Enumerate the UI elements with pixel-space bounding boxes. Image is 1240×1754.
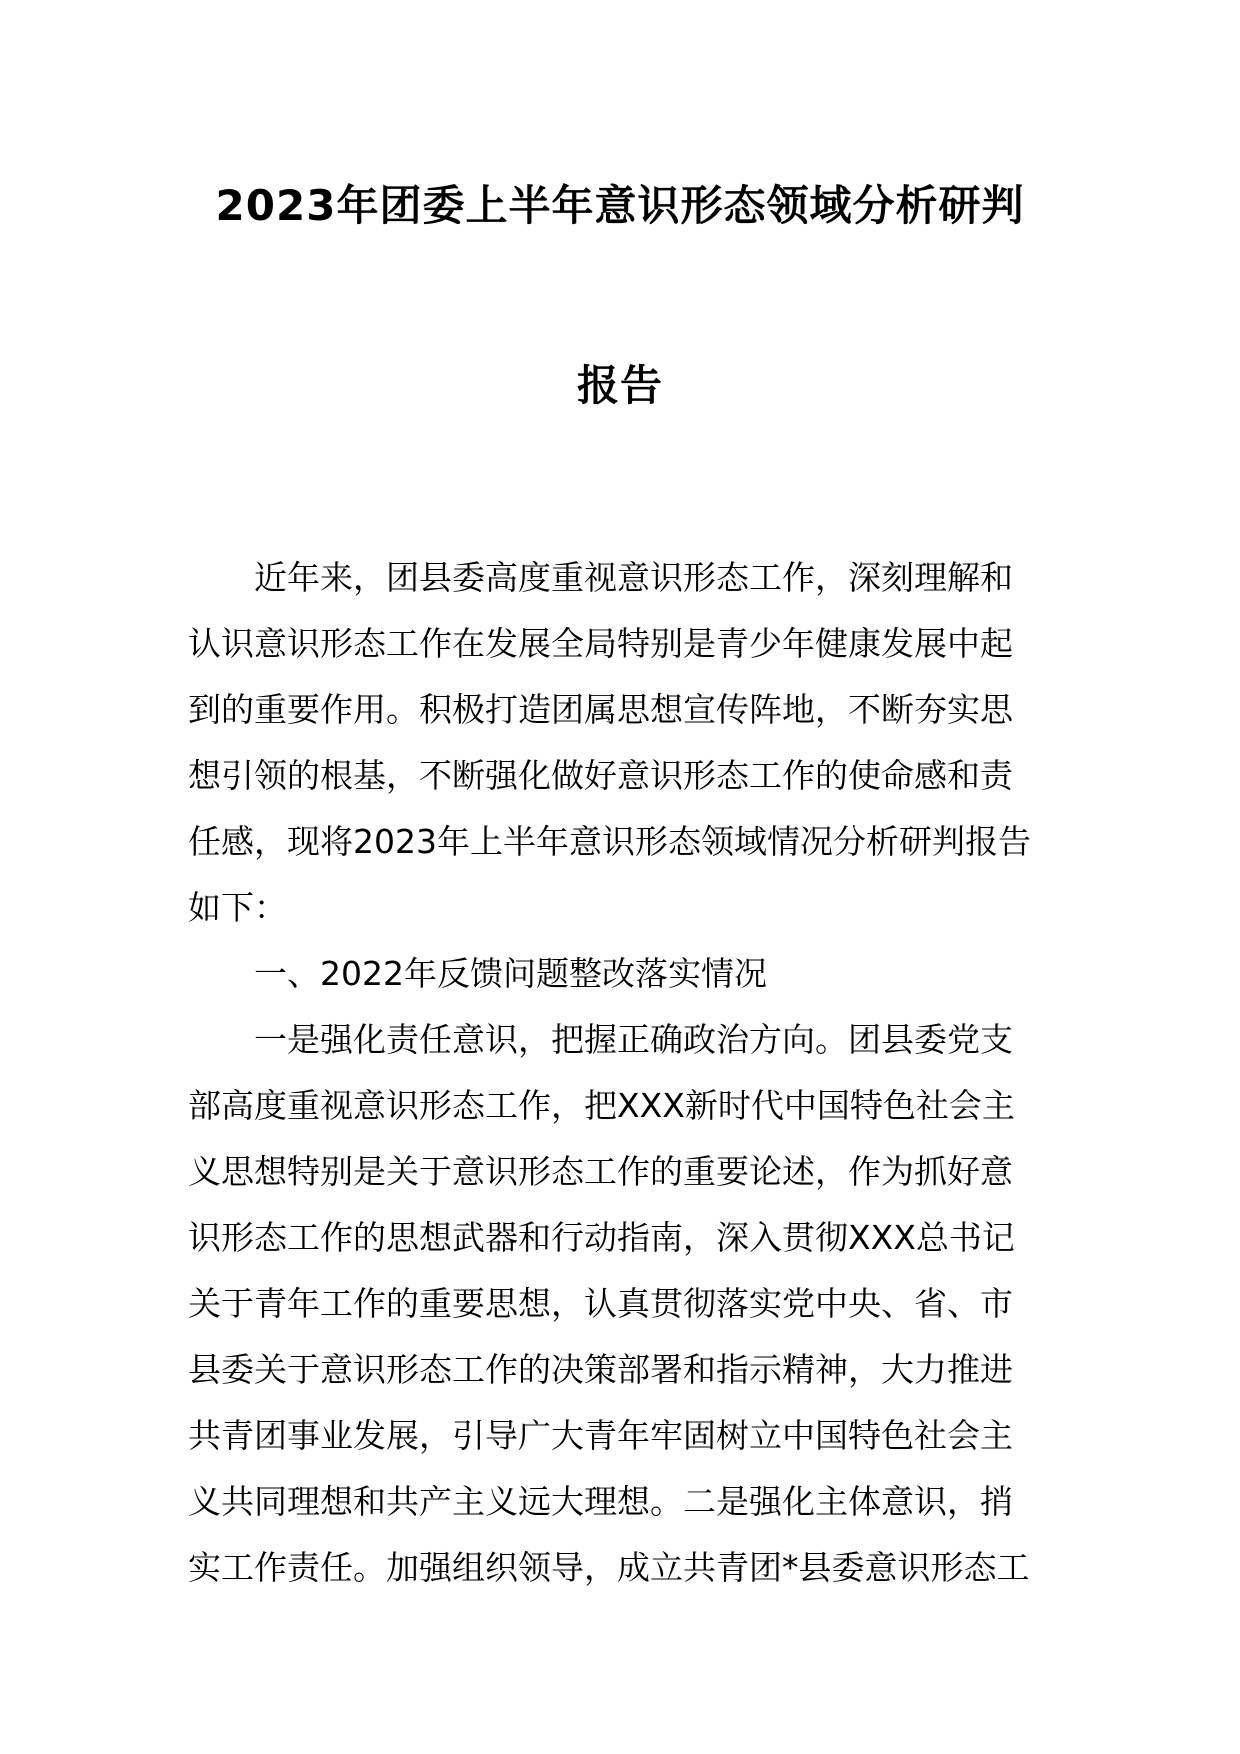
- paragraph-section-1-line-3: 义思想特别是关于意识形态工作的重要论述，作为抓好意: [188, 1152, 1013, 1191]
- paragraph-section-1-line-6: 县委关于意识形态工作的决策部署和指示精神，大力推进: [188, 1350, 1013, 1389]
- paragraph-section-1-line-9: 实工作责任。加强组织领导，成立共青团*县委意识形态工: [188, 1548, 1030, 1587]
- paragraph-intro-line-4: 想引领的根基，不断强化做好意识形态工作的使命感和责: [188, 756, 1013, 795]
- paragraph-section-1-line-4: 识形态工作的思想武器和行动指南，深入贯彻XXX总书记: [188, 1218, 1015, 1257]
- paragraph-intro-line-1: 近年来，团县委高度重视意识形态工作，深刻理解和: [254, 558, 1013, 597]
- paragraph-section-1-line-2: 部高度重视意识形态工作，把XXX新时代中国特色社会主: [188, 1086, 1015, 1125]
- paragraph-section-1-line-8: 义共同理想和共产主义远大理想。二是强化主体意识，捎: [188, 1482, 1013, 1521]
- paragraph-intro-line-2: 认识意识形态工作在发展全局特别是青少年健康发展中起: [188, 624, 1013, 663]
- section-heading-1: 一、2022年反馈问题整改落实情况: [254, 954, 767, 993]
- paragraph-section-1-line-7: 共青团事业发展，引导广大青年牢固树立中国特色社会主: [188, 1416, 1013, 1455]
- paragraph-section-1-line-5: 关于青年工作的重要思想，认真贯彻落实党中央、省、市: [188, 1284, 1013, 1323]
- document-title-line-2: 报告: [576, 361, 663, 410]
- paragraph-section-1-line-1: 一是强化责任意识，把握正确政治方向。团县委党支: [254, 1020, 1013, 1059]
- paragraph-intro-line-3: 到的重要作用。积极打造团属思想宣传阵地，不断夯实思: [188, 690, 1013, 729]
- document-body: [188, 545, 1050, 1601]
- paragraph-intro-line-6: 如下：: [188, 888, 287, 927]
- document-title-line-1: 2023年团委上半年意识形态领域分析研判: [215, 181, 1025, 230]
- paragraph-intro-line-5: 任感，现将2023年上半年意识形态领域情况分析研判报告: [188, 822, 1031, 861]
